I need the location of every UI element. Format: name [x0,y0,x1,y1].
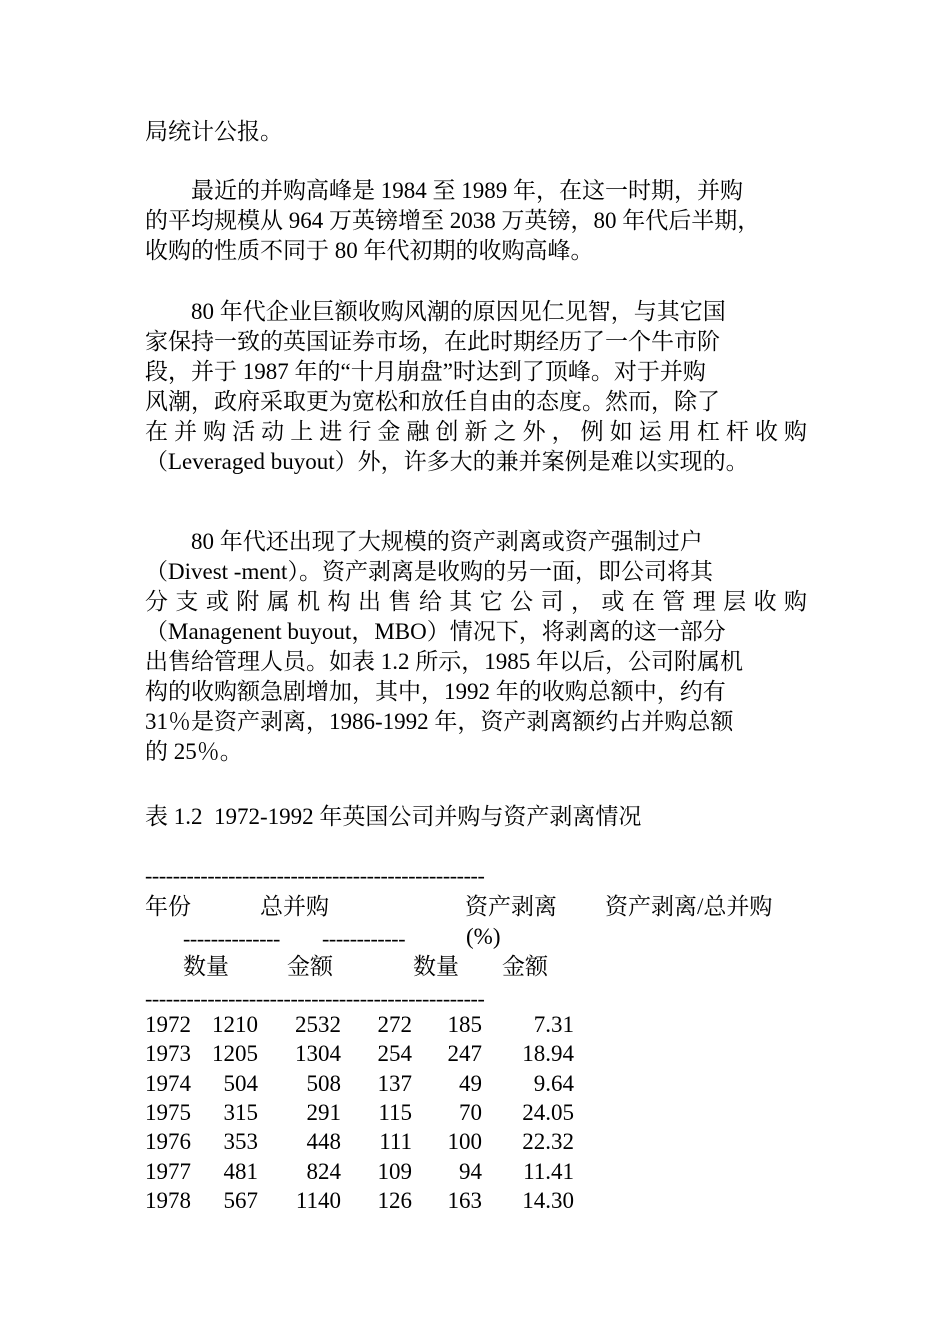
cell-divest-count: 126 [377,1187,412,1213]
paragraph-1-line-2: 的平均规模从 964 万英镑增至 2038 万英镑，80 年代后半期， [145,208,761,233]
paragraph-2-line-6: （Leveraged buyout）外，许多大的兼并案例是难以实现的。 [145,449,749,474]
header-divestment: 资产剥离 [465,894,557,919]
header-count-2: 数量 [413,954,459,979]
paragraph-3-line-4: （Managenent buyout，MBO）情况下，将剥离的这一部分 [145,619,726,644]
cell-divest-count: 115 [378,1099,412,1125]
header-total-merger: 总并购 [260,894,329,919]
paragraph-fragment: 局统计公报。 [145,119,283,144]
paragraph-3-line-8: 的 25％。 [145,739,243,764]
table-rule-top: ------------------------------------------------- [145,863,485,888]
cell-ratio: 7.31 [533,1012,574,1037]
cell-divest-amount: 100 [447,1129,482,1155]
paragraph-2-line-4: 风潮，政府采取更为宽松和放任自由的态度。然而，除了 [145,389,720,414]
header-percent: (%) [466,924,501,949]
cell-divest-count: 109 [377,1158,412,1184]
cell-total-amount: 1140 [295,1187,341,1213]
cell-year: 1974 [145,1070,191,1096]
header-sub-rule-1: -------------- [183,926,280,951]
paragraph-3-line-7: 31％是资产剥离，1986-1992 年，资产剥离额约占并购总额 [145,709,734,734]
cell-total-count: 1210 [212,1012,258,1037]
cell-ratio: 22.32 [522,1129,574,1155]
cell-total-count: 315 [223,1099,258,1125]
cell-divest-count: 111 [379,1129,412,1155]
cell-total-amount: 1304 [295,1041,341,1067]
table-rule-header: ------------------------------------------------- [145,986,485,1011]
paragraph-3-line-3: 分支或附属机构出售给其它公司，或在管理层收购 [145,589,807,614]
cell-ratio: 18.94 [522,1041,574,1067]
cell-total-amount: 448 [306,1129,341,1155]
paragraph-1-line-3: 收购的性质不同于 80 年代初期的收购高峰。 [145,238,594,263]
cell-year: 1972 [145,1012,191,1037]
cell-divest-count: 272 [377,1012,412,1037]
cell-total-count: 353 [223,1129,258,1155]
cell-divest-amount: 185 [447,1012,482,1037]
cell-total-count: 567 [223,1187,258,1213]
cell-year: 1977 [145,1158,191,1184]
header-ratio: 资产剥离/总并购 [605,894,773,919]
cell-divest-count: 137 [377,1070,412,1096]
paragraph-3-line-6: 构的收购额急剧增加，其中，1992 年的收购总额中，约有 [145,679,726,704]
cell-total-amount: 291 [306,1099,341,1125]
cell-divest-amount: 247 [447,1041,482,1067]
header-sub-rule-2: ------------ [322,926,406,951]
cell-total-count: 481 [223,1158,258,1184]
cell-year: 1978 [145,1187,191,1213]
cell-divest-amount: 94 [459,1158,482,1184]
cell-year: 1976 [145,1129,191,1155]
cell-ratio: 9.64 [533,1070,574,1096]
header-count-1: 数量 [183,954,229,979]
paragraph-3-line-5: 出售给管理人员。如表 1.2 所示，1985 年以后，公司附属机 [145,649,743,674]
header-amount-2: 金额 [502,954,548,979]
cell-divest-count: 254 [377,1041,412,1067]
cell-ratio: 14.30 [522,1187,574,1213]
header-year: 年份 [145,894,191,919]
header-amount-1: 金额 [287,954,333,979]
cell-year: 1975 [145,1099,191,1125]
paragraph-2-line-1: 80 年代企业巨额收购风潮的原因见仁见智，与其它国 [145,299,726,324]
paragraph-3-line-2: （Divest -ment）。资产剥离是收购的另一面，即公司将其 [145,559,713,584]
cell-year: 1973 [145,1041,191,1067]
paragraph-3-line-1: 80 年代还出现了大规模的资产剥离或资产强制过户 [145,529,703,554]
cell-divest-amount: 163 [447,1187,482,1213]
paragraph-1-line-1: 最近的并购高峰是 1984 至 1989 年，在这一时期，并购 [145,178,743,203]
table-caption: 表 1.2 1972-1992 年英国公司并购与资产剥离情况 [145,804,642,829]
cell-total-amount: 824 [306,1158,341,1184]
cell-divest-amount: 70 [459,1099,482,1125]
cell-total-amount: 508 [306,1070,341,1096]
cell-ratio: 24.05 [522,1099,574,1125]
cell-total-amount: 2532 [295,1012,341,1037]
paragraph-2-line-2: 家保持一致的英国证券市场，在此时期经历了一个牛市阶 [145,329,720,354]
paragraph-2-line-5: 在并购活动上进行金融创新之外，例如运用杠杆收购 [145,419,807,444]
paragraph-2-line-3: 段，并于 1987 年的“十月崩盘”时达到了顶峰。对于并购 [145,359,706,384]
cell-total-count: 1205 [212,1041,258,1067]
cell-ratio: 11.41 [523,1158,574,1184]
cell-divest-amount: 49 [459,1070,482,1096]
cell-total-count: 504 [223,1070,258,1096]
